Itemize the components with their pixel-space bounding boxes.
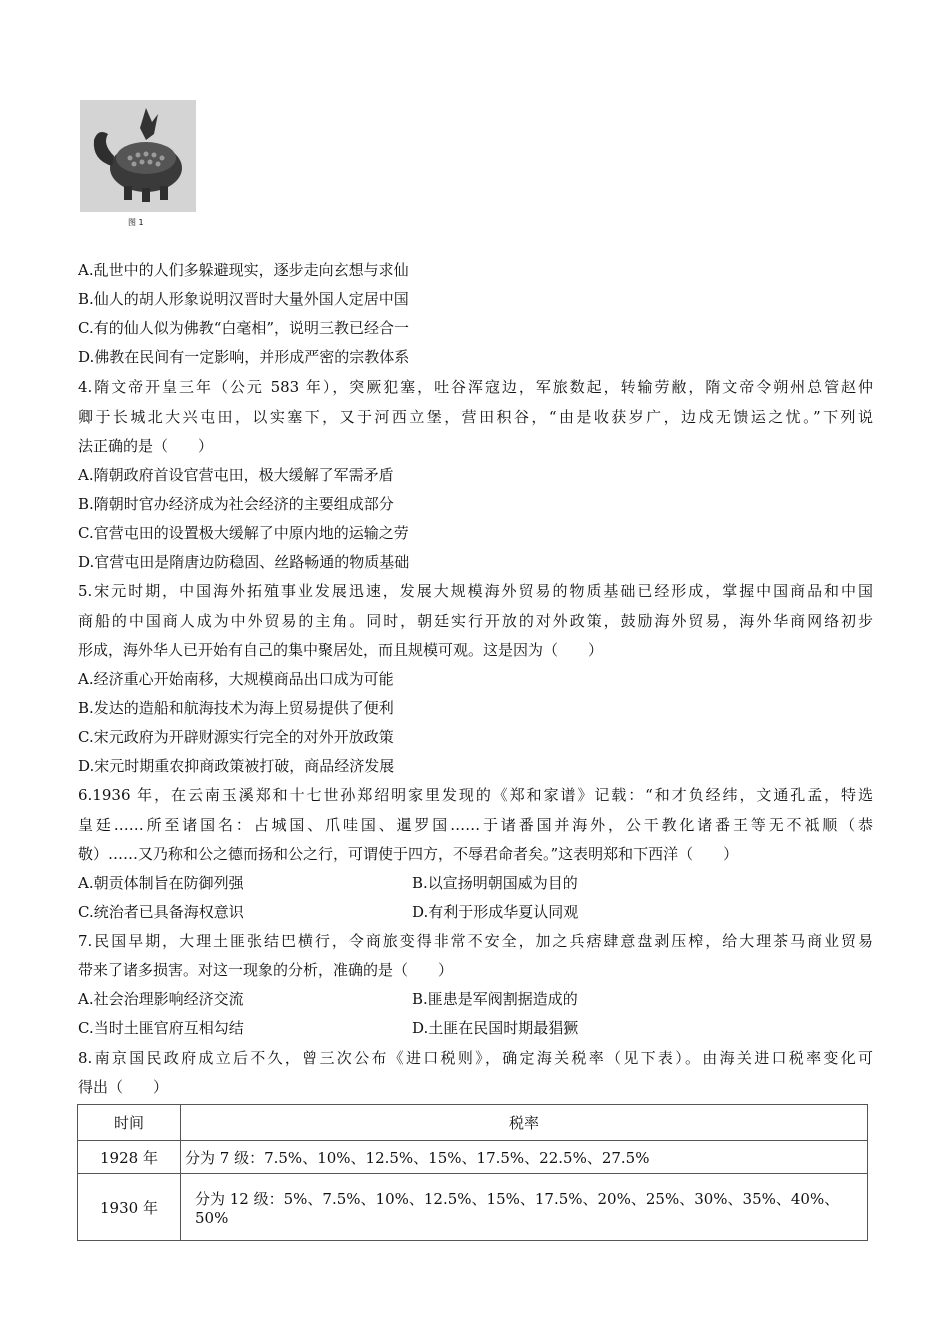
q4-stem-line-1: 4.隋文帝开皇三年（公元 583 年），突厥犯塞，吐谷浑寇边，军旅数起，转输劳敝，隋文帝令朔州总管赵仲 bbox=[78, 378, 873, 396]
q6-option-d: D.有利于形成华夏认同观 bbox=[412, 903, 579, 921]
q3-option-c: C.有的仙人似为佛教“白毫相”，说明三教已经合一 bbox=[78, 319, 410, 337]
q5-stem-line-1: 5.宋元时期，中国海外拓殖事业发展迅速，发展大规模海外贸易的物质基础已经形成，掌握中国商品和中国 bbox=[78, 582, 873, 600]
q8-stem-line-2: 得出（ ） bbox=[78, 1078, 169, 1096]
q5-option-c: C.宋元政府为开辟财源实行完全的对外开放政策 bbox=[78, 728, 394, 746]
q4-option-b: B.隋朝时官办经济成为社会经济的主要组成部分 bbox=[78, 495, 394, 513]
table-row bbox=[78, 1174, 868, 1241]
table-row bbox=[78, 1141, 868, 1174]
figure-caption: 图 1 bbox=[128, 218, 144, 227]
q3-option-d: D.佛教在民间有一定影响，并形成严密的宗教体系 bbox=[78, 348, 410, 366]
q7-option-d: D.土匪在民国时期最猖獗 bbox=[412, 1019, 579, 1037]
header-rate: 税率 bbox=[181, 1105, 868, 1141]
q7-option-a: A.社会治理影响经济交流 bbox=[78, 990, 244, 1008]
tariff-rate-table bbox=[77, 1104, 868, 1241]
q4-stem-line-2: 卿于长城北大兴屯田，以实塞下，又于河西立堡，营田积谷，“由是收获岁广，边戍无馈运之忧。”下列说 bbox=[78, 408, 873, 426]
q5-option-d: D.宋元时期重农抑商政策被打破，商品经济发展 bbox=[78, 757, 395, 775]
q7-stem-line-1: 7.民国早期，大理土匪张结巴横行，令商旅变得非常不安全，加之兵痞肆意盘剥压榨，给大理茶马商业贸易 bbox=[78, 932, 873, 950]
q3-option-a: A.乱世中的人们多躲避现实，逐步走向玄想与求仙 bbox=[78, 261, 409, 279]
row-1928-year: 1928 年 bbox=[78, 1141, 181, 1174]
q7-stem-line-2: 带来了诸多损害。对这一现象的分析，准确的是（ ） bbox=[78, 961, 454, 979]
row-1928-rate: 分为 7 级：7.5%、10%、12.5%、15%、17.5%、22.5%、27.5% bbox=[181, 1141, 868, 1174]
row-1930-year: 1930 年 bbox=[78, 1174, 181, 1241]
q4-option-a: A.隋朝政府首设官营屯田，极大缓解了军需矛盾 bbox=[78, 466, 394, 484]
q6-option-c: C.统治者已具备海权意识 bbox=[78, 903, 244, 921]
q6-option-a: A.朝贡体制旨在防御列强 bbox=[78, 874, 244, 892]
q4-stem-line-3: 法正确的是（ ） bbox=[78, 437, 214, 455]
q5-stem-line-3: 形成，海外华人已开始有自己的集中聚居处，而且规模可观。这是因为（ ） bbox=[78, 641, 604, 659]
bronze-censer-icon bbox=[80, 100, 196, 212]
q7-option-b: B.匪患是军阀割据造成的 bbox=[412, 990, 578, 1008]
row-1930-rate: 分为 12 级：5%、7.5%、10%、12.5%、15%、17.5%、20%、25%、30%、35%、40%、50% bbox=[181, 1174, 868, 1241]
header-time: 时间 bbox=[78, 1105, 181, 1141]
q7-option-c: C.当时土匪官府互相勾结 bbox=[78, 1019, 244, 1037]
q4-option-c: C.官营屯田的设置极大缓解了中原内地的运输之劳 bbox=[78, 524, 409, 542]
table-header-row bbox=[78, 1105, 868, 1141]
q6-option-b: B.以宣扬明朝国威为目的 bbox=[412, 874, 578, 892]
censer-figure-image bbox=[80, 100, 196, 212]
q6-stem-line-1: 6.1936 年，在云南玉溪郑和十七世孙郑绍明家里发现的《郑和家谱》记载：“和才负经纬，文通孔孟，特选 bbox=[78, 786, 873, 804]
q5-option-a: A.经济重心开始南移，大规模商品出口成为可能 bbox=[78, 670, 394, 688]
q6-stem-line-3: 敬）……又乃称和公之德而扬和公之行，可谓使于四方，不辱君命者矣。”这表明郑和下西洋（ ） bbox=[78, 845, 739, 863]
q5-option-b: B.发达的造船和航海技术为海上贸易提供了便利 bbox=[78, 699, 394, 717]
q6-stem-line-2: 皇廷……所至诸国名：占城国、爪哇国、暹罗国……于诸番国并海外，公干教化诸番王等无不祗顺（恭 bbox=[78, 816, 873, 834]
q4-option-d: D.官营屯田是隋唐边防稳固、丝路畅通的物质基础 bbox=[78, 553, 410, 571]
q3-option-b: B.仙人的胡人形象说明汉晋时大量外国人定居中国 bbox=[78, 290, 409, 308]
q8-stem-line-1: 8.南京国民政府成立后不久，曾三次公布《进口税则》，确定海关税率（见下表）。由海关进口税率变化可 bbox=[78, 1049, 873, 1067]
q5-stem-line-2: 商船的中国商人成为中外贸易的主角。同时，朝廷实行开放的对外政策，鼓励海外贸易，海外华商网络初步 bbox=[78, 612, 873, 630]
